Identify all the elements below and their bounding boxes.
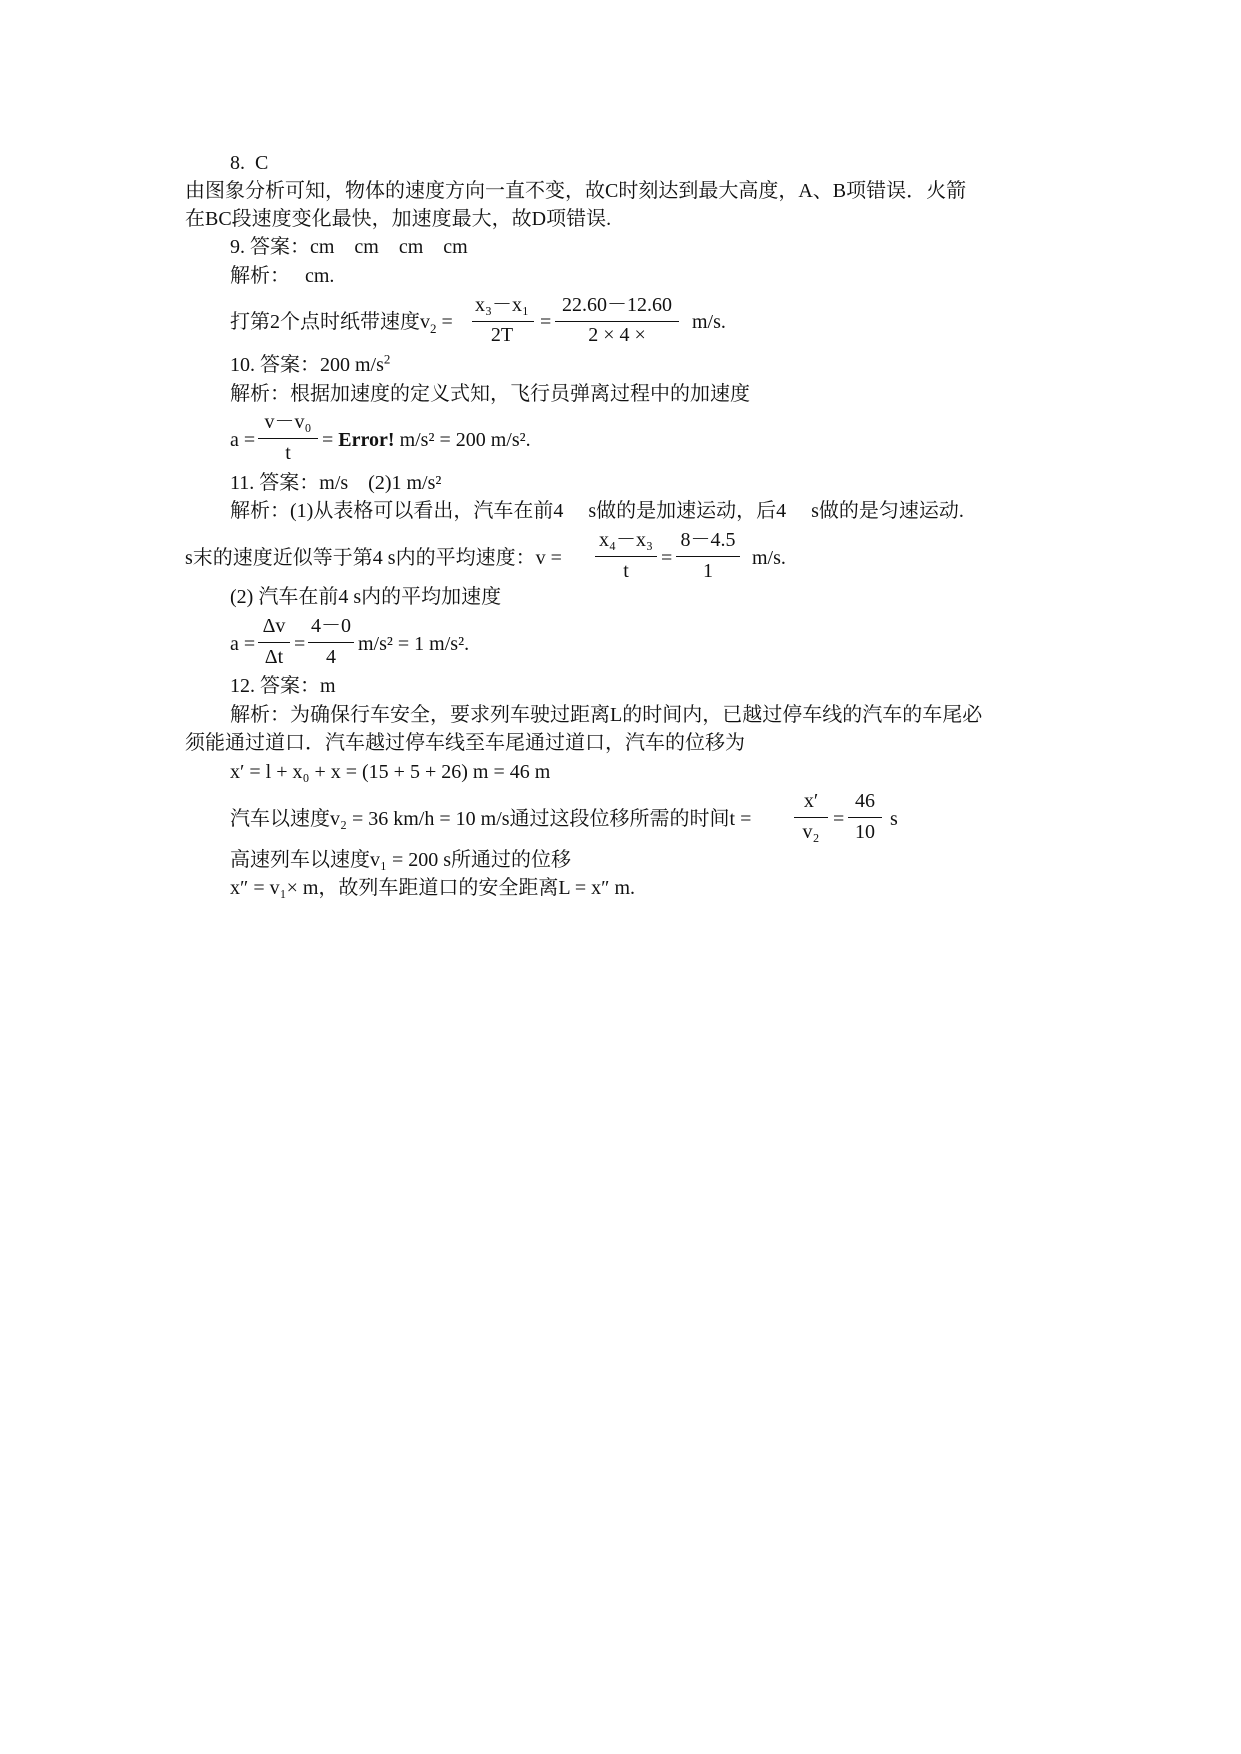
q11-analysis-text: (1)从表格可以看出，汽车在前4 s做的是加速运动，后4 s做的是匀速运动. (290, 500, 964, 522)
q9-velocity-subscript: 2 (430, 321, 437, 336)
q11-fraction2-bar (676, 556, 740, 557)
q12-fraction1-bar (794, 817, 828, 818)
q9-fraction1-denominator: 2T (490, 324, 514, 346)
q10-analysis-line (230, 381, 750, 407)
q9-answer-line (230, 234, 468, 260)
q12-equals-2: = (833, 808, 845, 830)
q12-analysis-text: 为确保行车安全，要求列车驶过距离L的时间内，已越过停车线的汽车的车尾必 (290, 704, 983, 726)
q8-number: 8. (230, 152, 245, 174)
q12-line-2: 须能通过道口．汽车越过停车线至车尾通过道口，汽车的位移为 (185, 732, 745, 754)
q11-fraction1-bar (595, 556, 657, 557)
q11-fraction1-numerator: x₄－x₃ (599, 529, 653, 551)
q12-fraction2-numerator: 46 (855, 790, 875, 812)
q10-answer-sup: 2 (383, 351, 391, 367)
q12-train-line: 高速列车以速度v₁ = 200 s所通过的位移 (230, 849, 572, 871)
q9-fraction2-numerator: 22.60－12.60 (562, 294, 672, 316)
q10-fraction-numerator: v－v₀ (264, 411, 312, 433)
q12-answer-line (230, 673, 336, 699)
q9-fraction1-bar (472, 321, 534, 322)
q10-fraction-bar (258, 438, 318, 439)
q11-a-equals: a = (230, 633, 256, 655)
q12-fraction1-numerator: x′ (803, 790, 819, 812)
q12-analysis-line (230, 702, 982, 728)
q12-fraction2-denominator: 10 (855, 821, 875, 843)
q10-answer-line (230, 352, 390, 378)
q12-fraction1-denominator: v₂ (802, 821, 820, 843)
q11-fractionA-bar (258, 642, 290, 643)
q12-safe-distance: x″ = v₁× m，故列车距道口的安全距离L = x″ m. (230, 877, 636, 899)
q11-fractionA-numerator: Δv (262, 615, 286, 637)
q9-unit: m/s. (692, 311, 726, 333)
q10-result: m/s² = 200 m/s². (399, 429, 531, 451)
q9-fraction2-bar (555, 321, 679, 322)
q11-part2: (2) 汽车在前4 s内的平均加速度 (230, 586, 502, 608)
q9-analysis-text: cm. (305, 265, 335, 287)
q9-equals-2: = (540, 311, 552, 333)
q9-answer-label: 9. 答案： (230, 236, 310, 258)
q10-analysis-text: 根据加速度的定义式知，飞行员弹离过程中的加速度 (290, 383, 750, 405)
q8-explanation-1: 由图象分析可知，物体的速度方向一直不变，故C时刻达到最大高度，A、B项错误．火箭 (185, 180, 967, 202)
q9-analysis-label: 解析： (230, 265, 290, 287)
q11-answer-label: 11. 答案： (230, 472, 320, 494)
q11-fractionB-numerator: 4－0 (311, 615, 351, 637)
q12-analysis-label: 解析： (230, 704, 290, 726)
q12-answer-label: 12. 答案： (230, 675, 320, 697)
q8-explanation-2: 在BC段速度变化最快，加速度最大，故D项错误. (185, 208, 612, 230)
q11-equals-2: = (661, 547, 673, 569)
q10-fraction-denominator: t (285, 442, 291, 464)
q12-time-unit: s (890, 808, 898, 830)
q11-equals-3: = (294, 633, 306, 655)
q11-result: m/s² = 1 m/s². (358, 633, 470, 655)
q12-answer-value: m (320, 675, 336, 697)
q11-velocity-line: s末的速度近似等于第4 s内的平均速度：v = (185, 547, 562, 569)
q10-a-equals: a = (230, 429, 256, 451)
q12-time-line: 汽车以速度v₂ = 36 km/h = 10 m/s通过这段位移所需的时间t = (230, 808, 752, 830)
q11-analysis-label: 解析： (230, 500, 290, 522)
q9-analysis-line (230, 263, 334, 289)
q12-displacement: x′ = l + x₀ + x = (15 + 5 + 26) m = 46 m (230, 761, 551, 783)
q11-fraction2-numerator: 8－4.5 (680, 529, 736, 551)
q10-error-field: Error! (338, 429, 395, 451)
q11-fractionB-bar (308, 642, 354, 643)
q9-fraction1-numerator: x₃－x₁ (475, 294, 529, 316)
q11-fractionA-denominator: Δt (264, 646, 284, 668)
q9-velocity-label (230, 309, 453, 335)
q11-unit: m/s. (752, 547, 786, 569)
q10-analysis-label: 解析： (230, 383, 290, 405)
q9-answer-units: cm cm cm cm (310, 236, 468, 258)
q9-velocity-prefix: 打第2个点时纸带速度v (230, 311, 430, 333)
q8-line (230, 150, 268, 176)
q8-answer: C (255, 152, 269, 174)
q10-result-line (322, 427, 531, 453)
q11-answer-value: m/s (2)1 m/s² (319, 472, 442, 494)
q11-fraction1-denominator: t (623, 560, 629, 582)
q12-fraction2-bar (848, 817, 882, 818)
q10-answer-value: 200 m/s (320, 354, 384, 376)
q11-fraction2-denominator: 1 (703, 560, 713, 582)
q10-answer-label: 10. 答案： (230, 354, 320, 376)
q11-answer-line (230, 470, 441, 496)
q10-equals: = (322, 429, 334, 451)
q11-analysis-line (230, 498, 964, 524)
q9-fraction2-denominator: 2 × 4 × (588, 324, 646, 346)
q11-fractionB-denominator: 4 (326, 646, 336, 668)
q9-equals: = (436, 311, 453, 333)
